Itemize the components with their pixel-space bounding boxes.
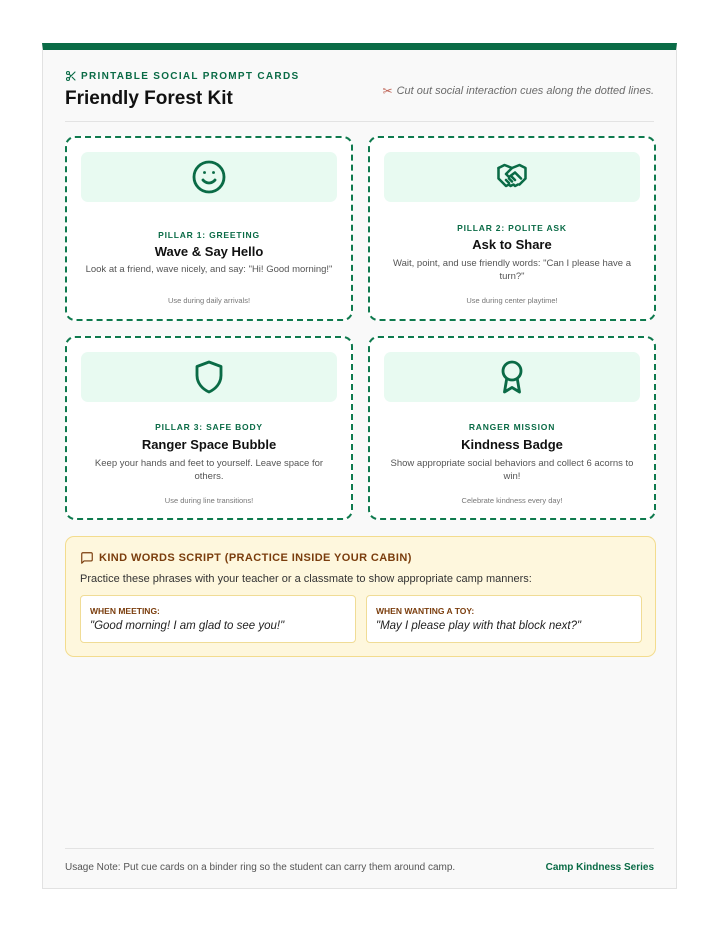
shield-icon <box>191 359 227 395</box>
card-icon-band <box>384 152 640 202</box>
prompt-card-polite-ask <box>368 136 656 321</box>
phrase-label: WHEN WANTING A TOY: <box>376 606 475 616</box>
card-pillar: RANGER MISSION <box>468 422 556 432</box>
card-title: Ranger Space Bubble <box>141 437 277 452</box>
sheet-eyebrow <box>65 70 299 82</box>
card-title: Wave & Say Hello <box>154 244 264 259</box>
card-icon-band <box>81 352 337 402</box>
phrase-text: "Good morning! I am glad to see you!" <box>90 620 285 632</box>
cut-hint <box>383 84 655 98</box>
scissors-icon: ✂ <box>382 84 393 98</box>
card-description: Show appropriate social behaviors and collect 6 acorns to win! <box>390 458 634 482</box>
card-pillar: PILLAR 3: SAFE BODY <box>155 422 263 432</box>
script-heading <box>80 551 412 565</box>
script-heading-text: KIND WORDS SCRIPT (PRACTICE INSIDE YOUR CABIN) <box>99 552 412 564</box>
prompt-card-safe-body <box>65 336 353 520</box>
speech-bubble-icon <box>80 551 94 565</box>
handshake-icon <box>494 159 530 195</box>
card-usage-note: Use during line transitions! <box>164 496 254 505</box>
series-brand: Camp Kindness Series <box>545 862 654 873</box>
usage-note: Usage Note: Put cue cards on a binder ring so the student can carry them around camp. <box>65 862 456 873</box>
card-description: Look at a friend, wave nicely, and say: "Hi! Good morning!" <box>85 264 333 275</box>
sheet-header <box>65 66 654 122</box>
card-usage-note: Celebrate kindness every day! <box>461 496 563 505</box>
card-title: Kindness Badge <box>461 437 563 452</box>
cut-hint-text: Cut out social interaction cues along the dotted lines. <box>396 85 654 97</box>
prompt-card-sheet <box>42 43 677 889</box>
card-usage-note: Use during daily arrivals! <box>167 296 251 305</box>
scissors-icon <box>65 70 77 82</box>
card-title: Ask to Share <box>472 237 552 252</box>
prompt-card-greeting <box>65 136 353 321</box>
card-icon-band <box>384 352 640 402</box>
kind-words-script-panel <box>65 536 656 657</box>
card-description: Keep your hands and feet to yourself. Leave space for others. <box>94 458 324 482</box>
phrase-box-meeting <box>80 595 356 643</box>
prompt-card-kindness-badge <box>368 336 656 520</box>
phrase-box-wanting-toy <box>366 595 642 643</box>
card-description: Wait, point, and use friendly words: "Can I please have a turn?" <box>392 258 631 282</box>
card-pillar: PILLAR 2: POLITE ASK <box>457 223 567 233</box>
script-intro: Practice these phrases with your teacher or a classmate to show appropriate camp manners: <box>80 573 532 585</box>
page-title: Friendly Forest Kit <box>65 88 233 109</box>
phrase-label: WHEN MEETING: <box>90 606 160 616</box>
smiley-face-icon <box>191 159 227 195</box>
card-icon-band <box>81 152 337 202</box>
sheet-footer <box>65 848 654 888</box>
phrase-text: "May I please play with that block next?" <box>376 620 582 632</box>
eyebrow-text: PRINTABLE SOCIAL PROMPT CARDS <box>81 70 300 82</box>
award-ribbon-icon <box>494 359 530 395</box>
card-usage-note: Use during center playtime! <box>466 296 558 305</box>
card-pillar: PILLAR 1: GREETING <box>158 230 260 240</box>
